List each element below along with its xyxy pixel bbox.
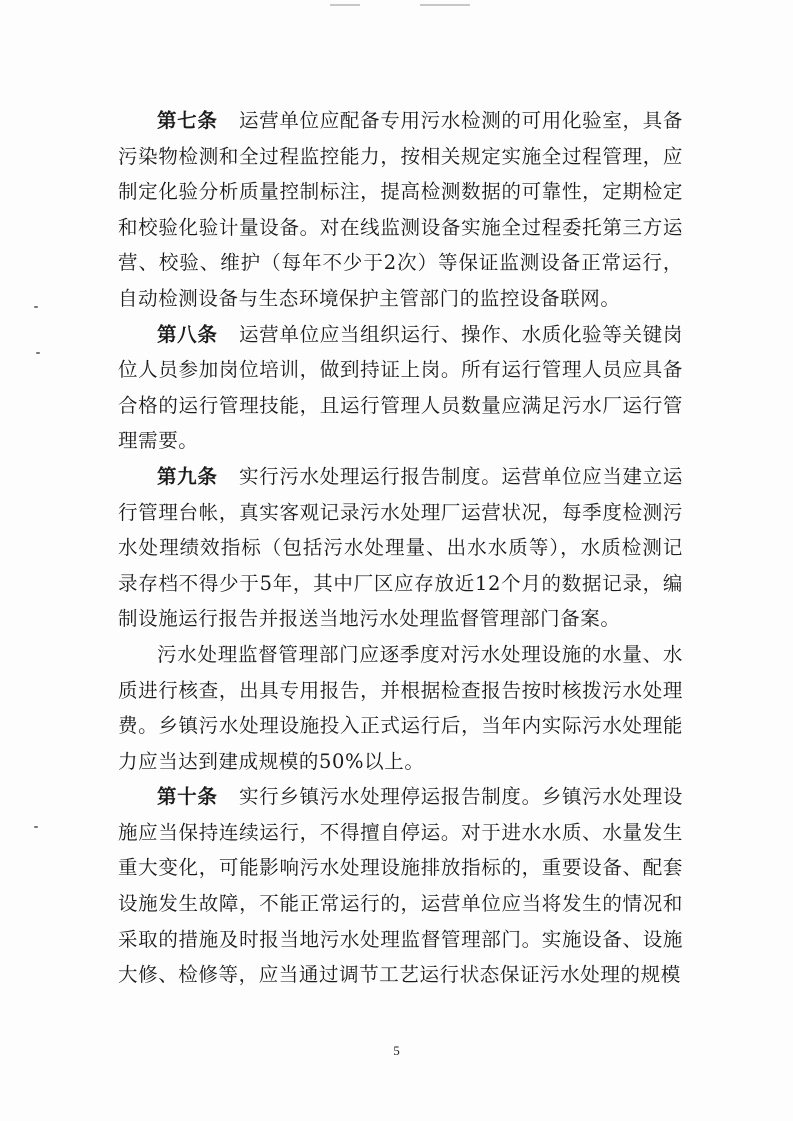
scan-artifact [36, 352, 40, 354]
article-heading: 第九条 [157, 464, 218, 488]
paragraph-text: 运营单位应当组织运行、操作、水质化验等关键岗位人员参加岗位培训，做到持证上岗。所有运行管理人员应具备合格的运行管理技能，且运行管理人员数量应满足污水厂运行管理需要。 [118, 322, 683, 453]
paragraph-text: 实行污水处理运行报告制度。运营单位应当建立运行管理台帐，真实客观记录污水处理厂运营状况，每季度检测污水处理绩效指标（包括污水处理量、出水水质等），水质检测记录存档不得少于5年，其中厂区应存放近12个月的数据记录，编制设施运行报告并报送当地污水处理监督管理部门备案。 [118, 464, 683, 631]
article-heading: 第八条 [157, 322, 218, 346]
page-number: 5 [393, 1043, 400, 1058]
scan-artifact [420, 4, 470, 6]
paragraph-article-9 [118, 459, 683, 637]
scan-artifact [34, 826, 38, 828]
paragraph-text: 实行乡镇污水处理停运报告制度。乡镇污水处理设施应当保持连续运行，不得擅自停运。对于进水水质、水量发生重大变化，可能影响污水处理设施排放指标的，重要设备、配套设施发生故障，不能正常运行的，运营单位应当将发生的情况和采取的措施及时报当地污水处理监督管理部门。实施设备、设施大修、检修等，应当通过调节工艺运行状态保证污水处理的规模 [118, 785, 683, 987]
scan-artifact [34, 306, 38, 308]
paragraph-article-8 [118, 317, 683, 459]
paragraph-article-9-continued [118, 637, 683, 779]
document-body [118, 103, 683, 993]
scan-artifact [330, 4, 360, 6]
paragraph-text: 运营单位应配备专用污水检测的可用化验室，具备污染物检测和全过程监控能力，按相关规定实施全过程管理，应制定化验分析质量控制标注，提高检测数据的可靠性，定期检定和校验化验计量设备。对在线监测设备实施全过程委托第三方运营、校验、维护（每年不少于2次）等保证监测设备正常运行，自动检测设备与生态环境保护主管部门的监控设备联网。 [118, 109, 683, 310]
paragraph-text: 污水处理监督管理部门应逐季度对污水处理设施的水量、水质进行核查，出具专用报告，并根据检查报告按时核拨污水处理费。乡镇污水处理设施投入正式运行后，当年内实际污水处理能力应当达到建成规模的50%以上。 [118, 642, 683, 773]
article-heading: 第十条 [157, 785, 218, 809]
paragraph-article-7 [118, 103, 683, 317]
article-heading: 第七条 [157, 109, 218, 132]
paragraph-article-10 [118, 779, 683, 993]
